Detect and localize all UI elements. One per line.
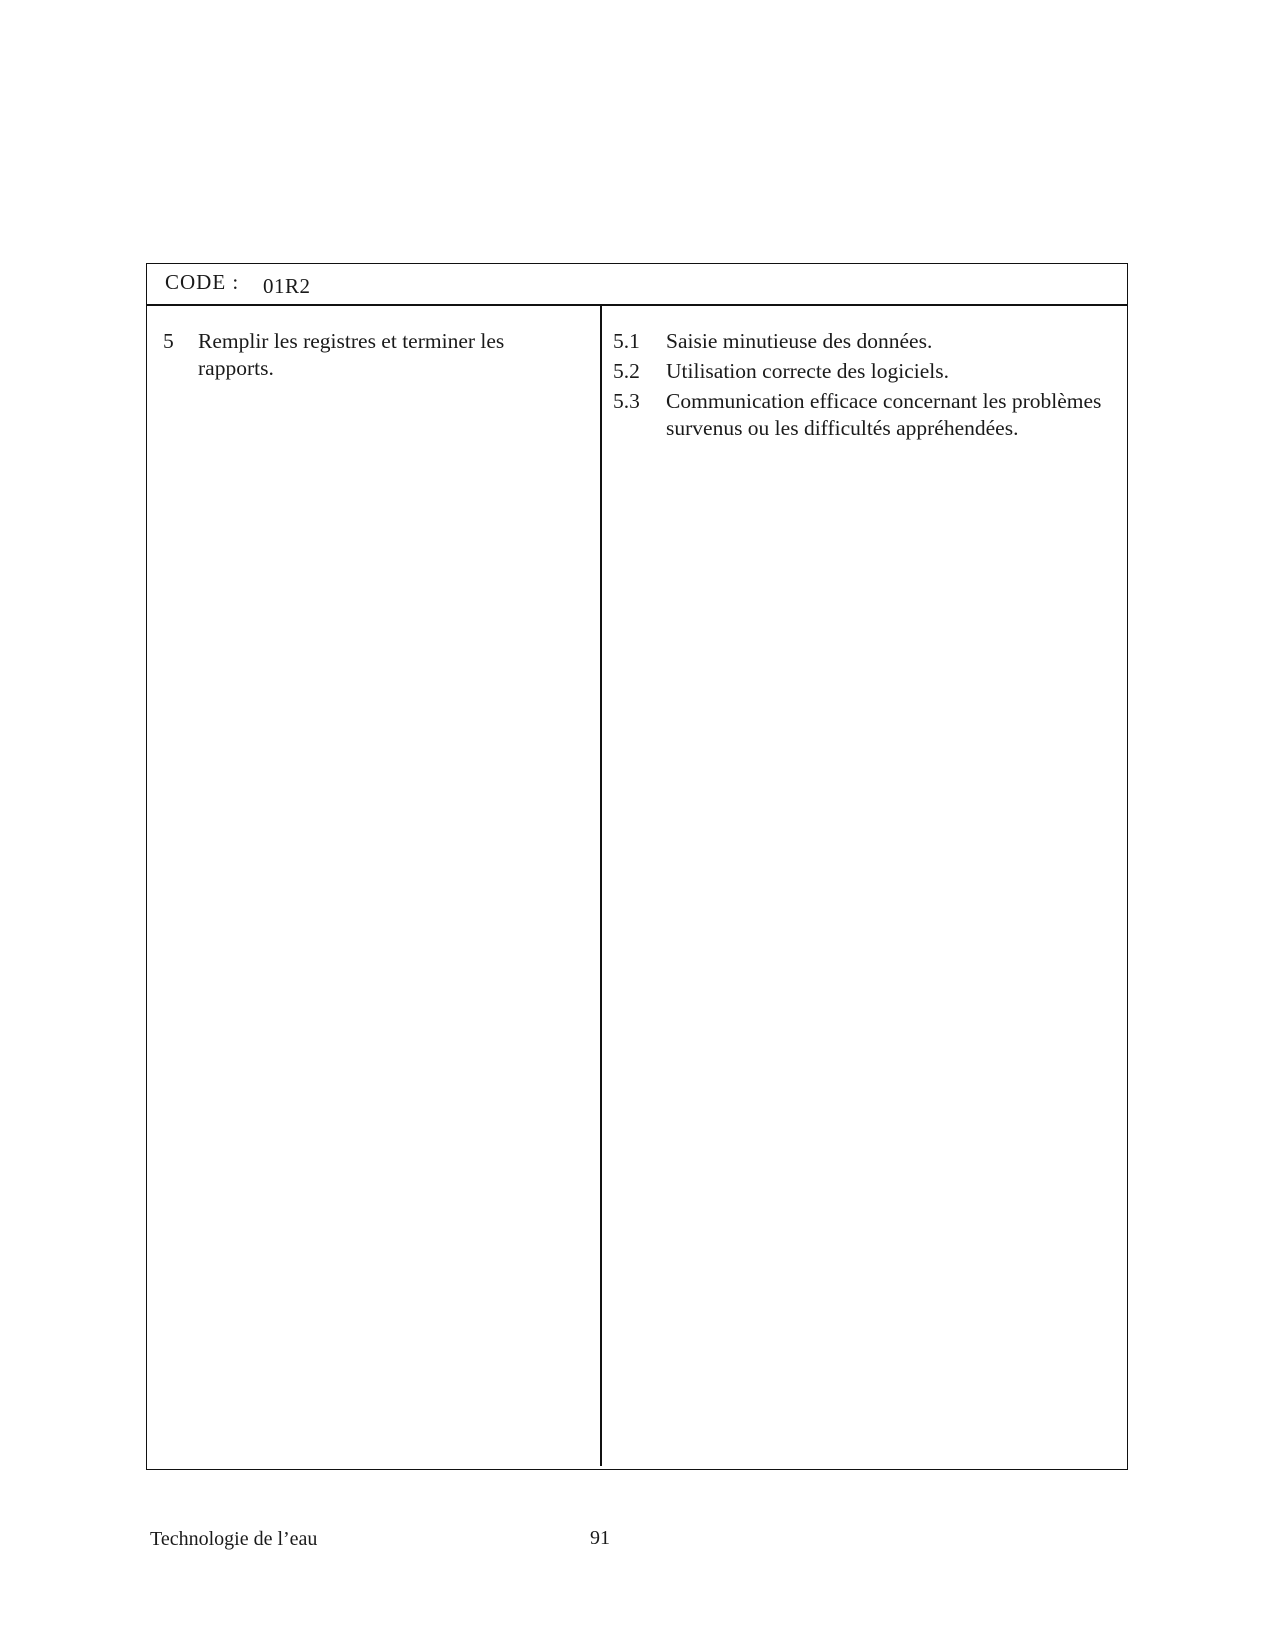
criterion-item bbox=[613, 358, 1113, 385]
criterion-number: 5.2 bbox=[613, 359, 640, 383]
element-column bbox=[163, 328, 583, 385]
criterion-text: Communication efficace concernant les problèmes survenus ou les difficultés appréhendées. bbox=[666, 389, 1102, 440]
criterion-text: Saisie minutieuse des données. bbox=[666, 329, 933, 353]
element-item bbox=[163, 328, 583, 382]
element-text: Remplir les registres et terminer les rapports. bbox=[198, 329, 505, 380]
code-value: 01R2 bbox=[263, 274, 311, 298]
criterion-item bbox=[613, 328, 1113, 355]
footer-document-title: Technologie de l’eau bbox=[150, 1528, 318, 1550]
criteria-column bbox=[613, 328, 1113, 445]
element-number: 5 bbox=[163, 329, 174, 353]
criterion-number: 5.1 bbox=[613, 329, 640, 353]
competency-table bbox=[146, 263, 1128, 1470]
criterion-text: Utilisation correcte des logiciels. bbox=[666, 359, 949, 383]
code-label: CODE : bbox=[165, 270, 240, 294]
code-row bbox=[147, 264, 1127, 306]
footer-page-number: 91 bbox=[590, 1527, 610, 1549]
criterion-item bbox=[613, 388, 1113, 442]
column-divider bbox=[600, 306, 602, 1466]
criterion-number: 5.3 bbox=[613, 389, 640, 413]
